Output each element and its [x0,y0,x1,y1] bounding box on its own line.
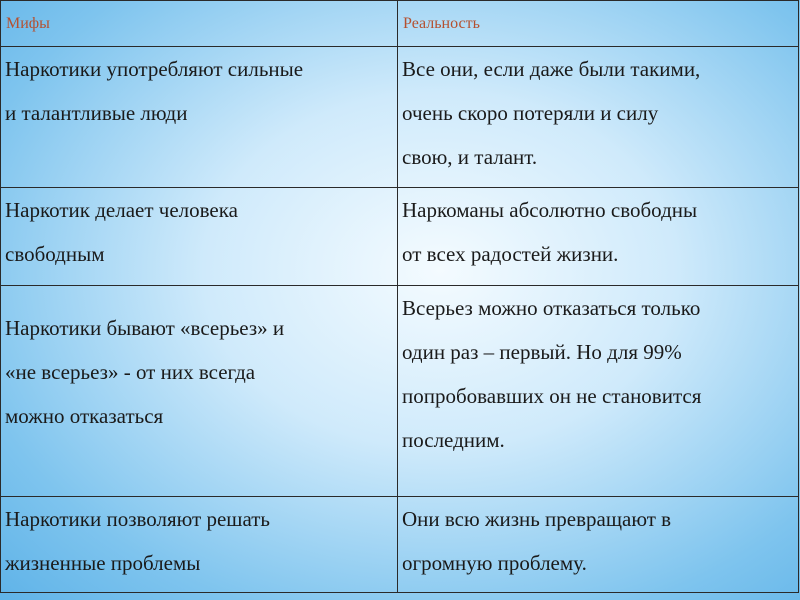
myth-line: можно отказаться [5,404,164,428]
reality-line: от всех радостей жизни. [402,242,619,266]
reality-line: свою, и талант. [402,145,538,169]
myth-line: Наркотик делает человека [5,198,238,222]
reality-line: Наркоманы абсолютно свободны [402,198,698,222]
reality-line: огромную проблему. [402,551,587,575]
myth-line: Наркотики бывают «всерьез» и [5,316,285,340]
myth-cell [1,286,398,497]
reality-line: последним. [402,428,505,452]
myth-line: Наркотики позволяют решать [5,507,270,531]
reality-cell [398,286,799,497]
header-reality: Реальность [398,1,799,47]
myth-line: Наркотики употребляют сильные [5,57,304,81]
header-myths: Мифы [1,1,398,47]
reality-cell [398,47,799,188]
myth-cell [1,188,398,286]
table-row [1,497,799,593]
reality-line: Все они, если даже были такими, [402,57,701,81]
reality-line: один раз – первый. Но для 99% [402,340,682,364]
myth-line: свободным [5,242,105,266]
myth-line: «не всерьез» - от них всегда [5,360,256,384]
myth-line: жизненные проблемы [5,551,201,575]
reality-cell [398,188,799,286]
reality-line: очень скоро потеряли и силу [402,101,659,125]
myth-cell [1,497,398,593]
table-row [1,47,799,188]
reality-cell [398,497,799,593]
reality-line: попробовавших он не становится [402,384,702,408]
reality-line: Они всю жизнь превращают в [402,507,672,531]
table-row [1,188,799,286]
myth-cell [1,47,398,188]
table-row [1,286,799,497]
myth-line: и талантливые люди [5,101,188,125]
reality-line: Всерьез можно отказаться только [402,296,701,320]
table-header-row [1,1,799,47]
